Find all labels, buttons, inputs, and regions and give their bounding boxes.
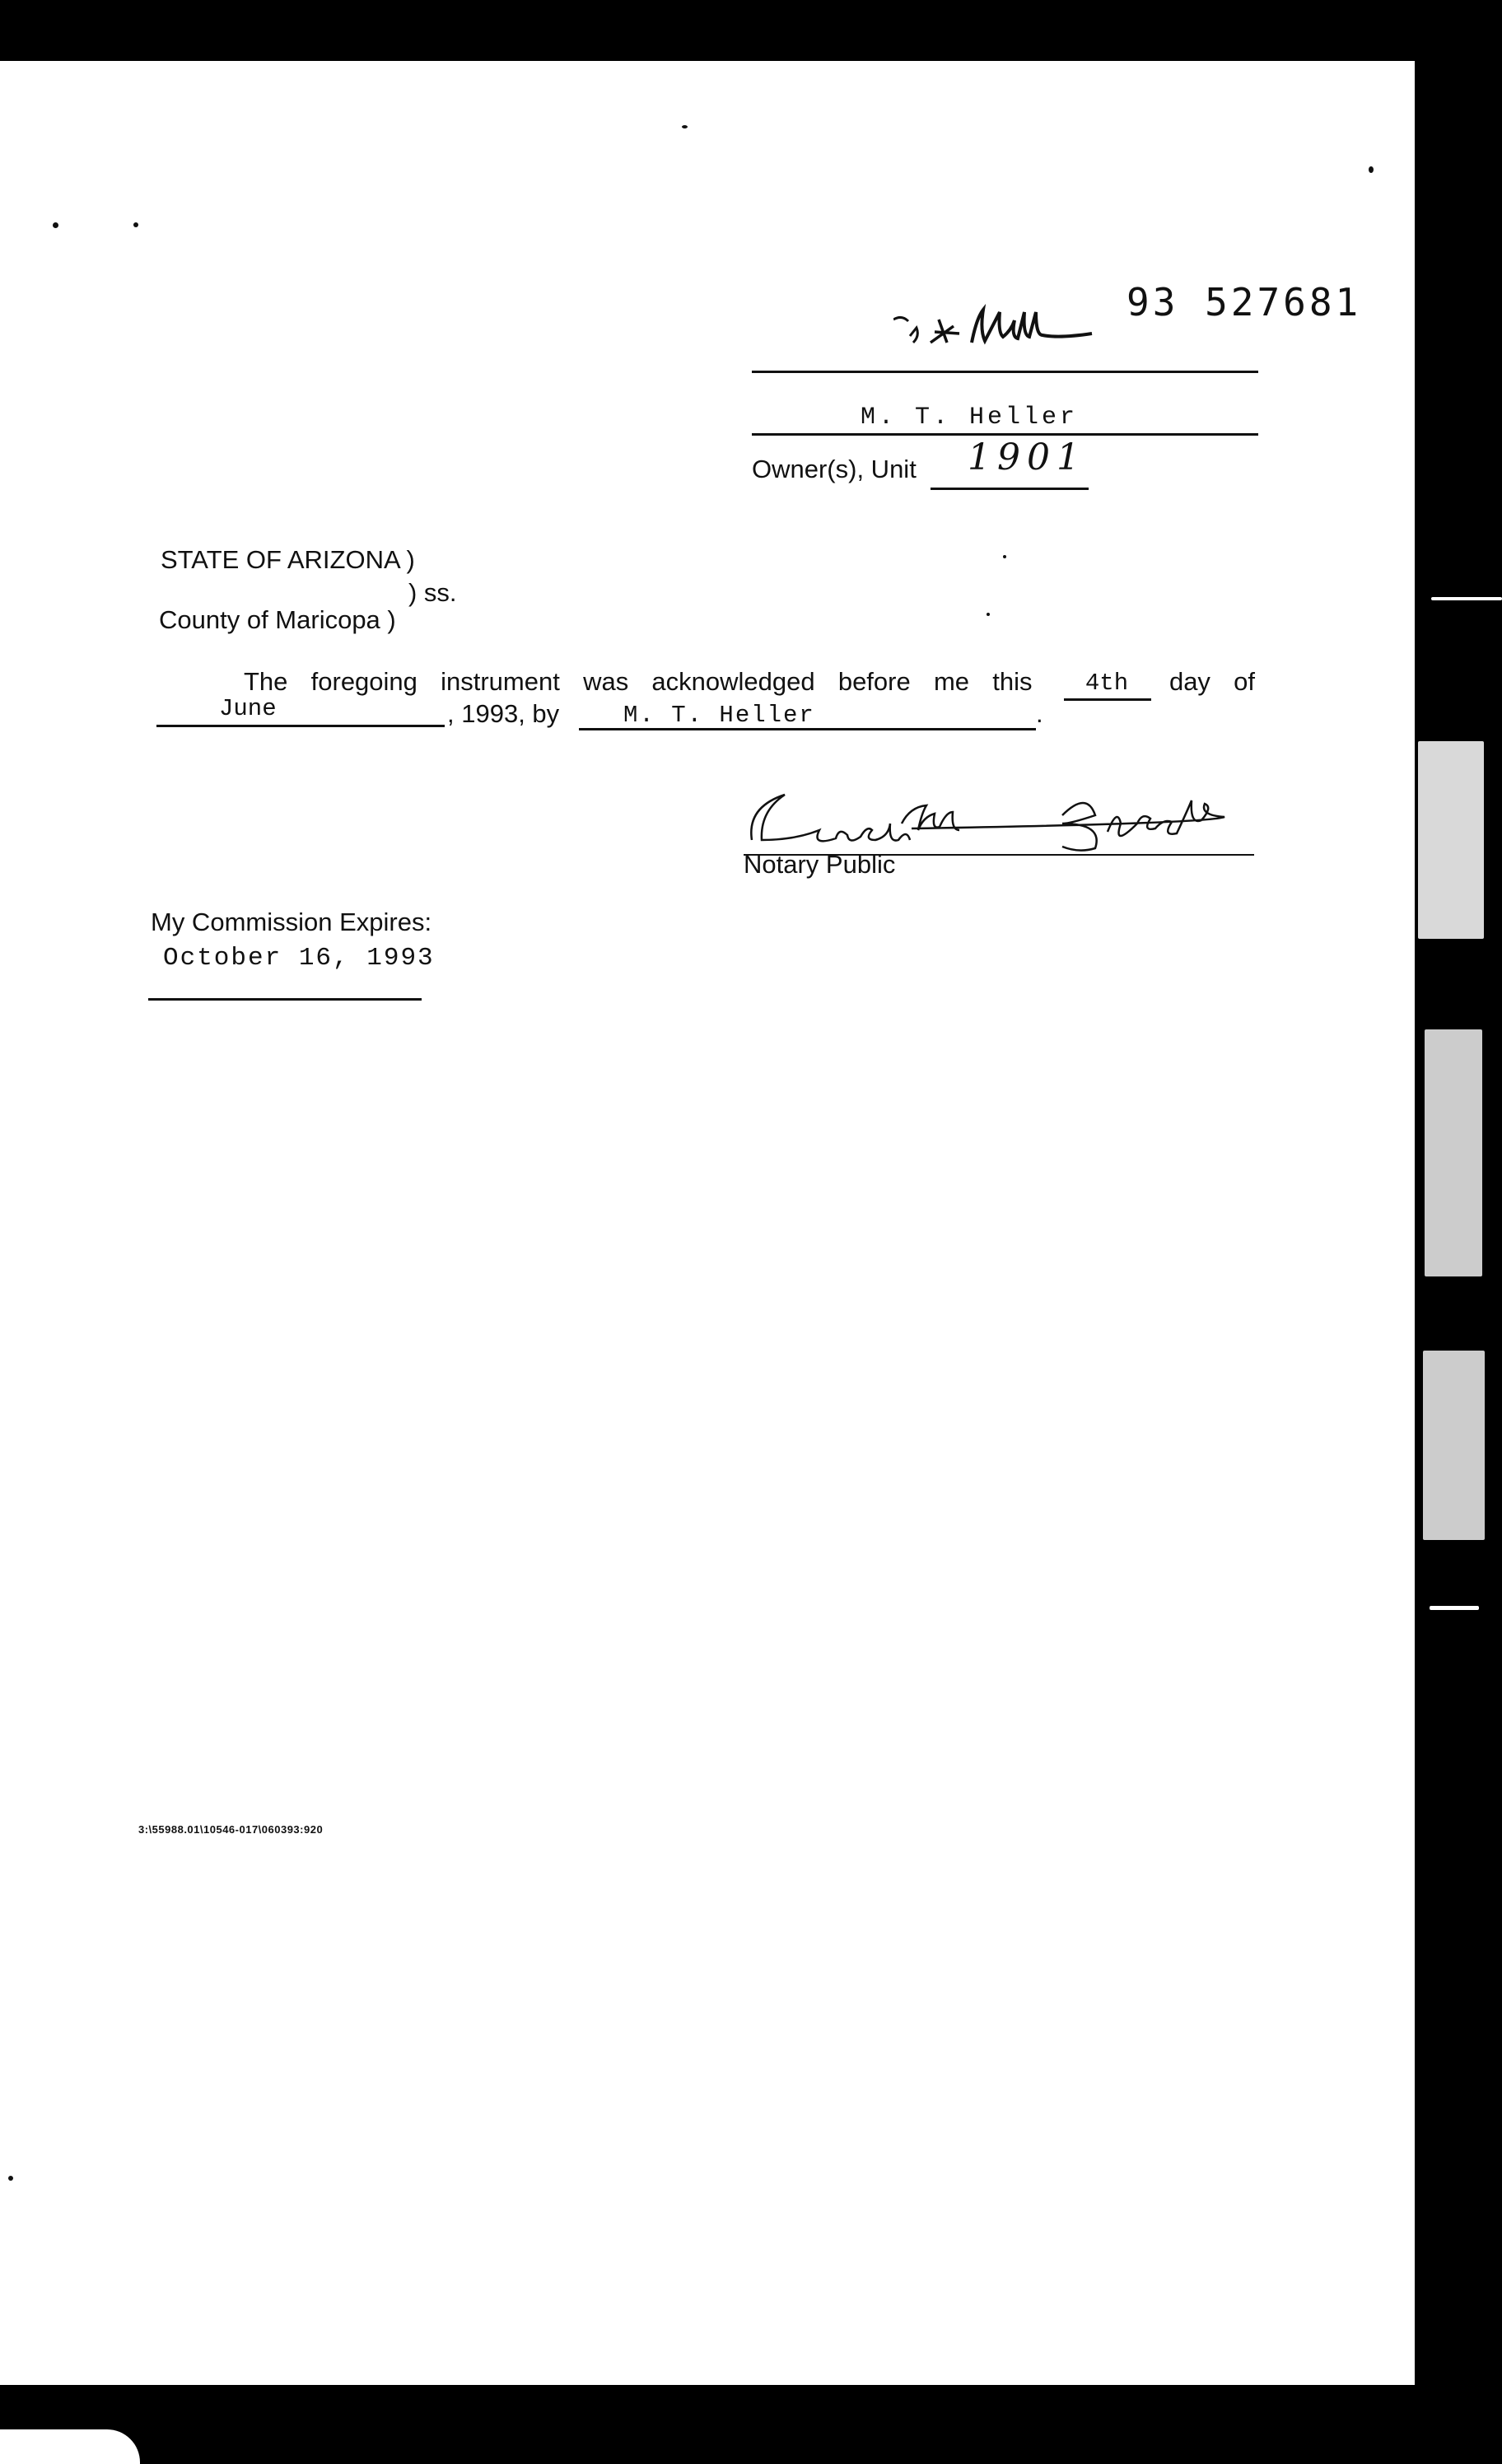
acknowledgment-day: 4th: [1085, 670, 1129, 697]
owner-signature-line: [752, 371, 1258, 373]
scan-artifact: [1423, 1351, 1485, 1540]
day-line: [1064, 698, 1151, 701]
notary-public-label: Notary Public: [744, 850, 896, 879]
speck: [53, 222, 58, 228]
name-line: [579, 728, 1036, 730]
owner-signature: [893, 303, 1140, 377]
owner-name: M. T. Heller: [861, 404, 1079, 432]
acknowledgment-month: June: [219, 695, 277, 722]
commission-label: My Commission Expires:: [151, 908, 432, 936]
speck: [8, 2176, 13, 2181]
acknowledgment-day-of: day of: [1168, 667, 1256, 696]
owner-name-line: [752, 433, 1258, 436]
acknowledgment-name: M. T. Heller: [623, 702, 815, 729]
speck: [1003, 555, 1006, 558]
scan-artifact: [1431, 597, 1502, 600]
unit-number: 1901: [968, 436, 1086, 478]
footer-document-code: 3:\55988.01\10546-017\060393:920: [138, 1823, 324, 1836]
commission-line: [148, 998, 422, 1001]
owner-unit-label: Owner(s), Unit: [752, 455, 917, 483]
month-line: [156, 725, 445, 727]
commission-date: October 16, 1993: [163, 944, 435, 973]
scan-artifact: [0, 2429, 140, 2464]
venue-ss: ) ss.: [408, 578, 457, 607]
acknowledgment-period: .: [1036, 699, 1043, 728]
acknowledgment-lead: The foregoing instrument was acknowledged before me this: [244, 667, 1033, 696]
speck: [682, 125, 688, 128]
recording-number: 93 527681: [1126, 280, 1362, 324]
scan-artifact: [1430, 1606, 1479, 1610]
speck: [133, 222, 138, 227]
scan-artifact: [1425, 1029, 1482, 1276]
document-page: [0, 61, 1415, 2385]
speck: [1369, 166, 1374, 173]
venue-state: STATE OF ARIZONA ): [161, 545, 415, 574]
scan-artifact: [1418, 741, 1484, 939]
speck: [987, 613, 990, 616]
venue-county: County of Maricopa ): [159, 605, 396, 634]
acknowledgment-year-by: , 1993, by: [447, 699, 560, 728]
unit-line: [931, 488, 1089, 490]
